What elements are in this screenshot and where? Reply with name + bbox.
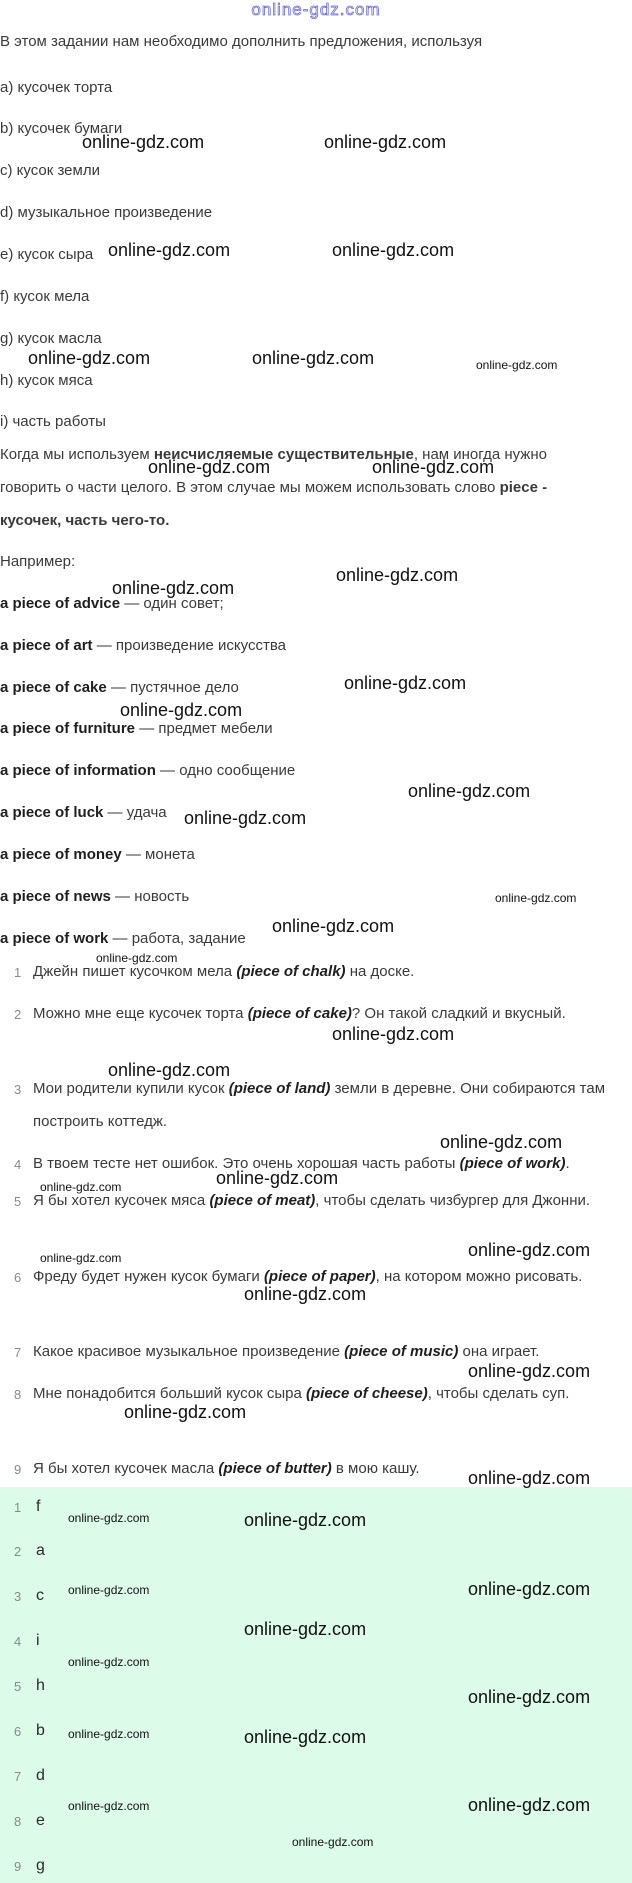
option-a: a) кусочек торта bbox=[0, 79, 113, 96]
example-item bbox=[0, 637, 286, 654]
watermark: online-gdz.com bbox=[120, 700, 243, 720]
sentence-text: В твоем тесте нет ошибок. Это очень хорошая часть работы bbox=[33, 1155, 460, 1172]
watermark: online-gdz.com bbox=[244, 1727, 367, 1747]
sentence-text: ? Он такой сладкий и вкусный. bbox=[351, 1005, 566, 1022]
watermark: online-gdz.com bbox=[216, 1168, 339, 1188]
example-item bbox=[0, 930, 246, 947]
option-g: g) кусок масла bbox=[0, 330, 102, 347]
watermark: online-gdz.com bbox=[468, 1579, 591, 1599]
watermark: online-gdz.com bbox=[272, 916, 395, 936]
watermark: online-gdz.com bbox=[495, 891, 577, 905]
answer-number: 6 bbox=[14, 1724, 22, 1739]
watermark: online-gdz.com bbox=[28, 348, 151, 368]
option-b: b) кусочек бумаги bbox=[0, 120, 123, 137]
answer-value: i bbox=[36, 1632, 40, 1649]
option-e: e) кусок сыра bbox=[0, 246, 94, 263]
example-item bbox=[0, 846, 195, 863]
watermark: online-gdz.com bbox=[68, 1799, 150, 1813]
option-i: i) часть работы bbox=[0, 413, 106, 430]
answer-value: c bbox=[36, 1587, 44, 1604]
example-en: a piece of news bbox=[0, 888, 111, 905]
explanation-text-1: Когда мы используем bbox=[0, 446, 154, 463]
sentence-text: она играет. bbox=[458, 1343, 540, 1360]
watermark: online-gdz.com bbox=[476, 358, 558, 372]
watermark: online-gdz.com bbox=[336, 565, 459, 585]
sentence-text: , чтобы сделать чизбургер для Джонни. bbox=[315, 1192, 591, 1209]
option-h: h) кусок мяса bbox=[0, 372, 93, 389]
example-ru: — работа, задание bbox=[108, 930, 246, 947]
example-en: a piece of money bbox=[0, 846, 122, 863]
example-ru: — предмет мебели bbox=[135, 720, 273, 737]
answer-number: 8 bbox=[14, 1814, 22, 1829]
sentence-phrase: (piece of cake) bbox=[247, 1005, 352, 1022]
watermark: online-gdz.com bbox=[252, 348, 375, 368]
example-item bbox=[0, 888, 189, 905]
example-en: a piece of advice bbox=[0, 595, 121, 612]
sentence-text: Можно мне еще кусочек торта bbox=[33, 1005, 248, 1022]
sentence-text: Джейн пишет кусочком мела bbox=[33, 963, 237, 980]
option-f: f) кусок мела bbox=[0, 288, 90, 305]
watermark: online-gdz.com bbox=[468, 1361, 591, 1381]
option-d: d) музыкальное произведение bbox=[0, 204, 213, 221]
watermark: online-gdz.com bbox=[68, 1655, 150, 1669]
watermark: online-gdz.com bbox=[108, 1060, 231, 1080]
sentence-text: Фреду будет нужен кусок бумаги bbox=[33, 1268, 264, 1285]
sentence-number: 8 bbox=[14, 1387, 22, 1402]
watermark: online-gdz.com bbox=[468, 1240, 591, 1260]
sentence-text: Какое красивое музыкальное произведение bbox=[33, 1343, 345, 1360]
watermark: online-gdz.com bbox=[468, 1468, 591, 1488]
watermark: online-gdz.com bbox=[68, 1583, 150, 1597]
watermark: online-gdz.com bbox=[124, 1402, 247, 1422]
answer-value: e bbox=[36, 1812, 45, 1829]
sentence-text: земли в деревне. Они собираются там построить коттедж. bbox=[33, 1080, 606, 1130]
answer-number: 2 bbox=[14, 1544, 22, 1559]
example-ru: — новость bbox=[110, 888, 190, 905]
example-heading: Например: bbox=[0, 553, 76, 570]
sentence-phrase: (piece of work) bbox=[459, 1155, 566, 1172]
sentence-text: Мне понадобится больший кусок сыра bbox=[33, 1385, 307, 1402]
example-ru: — удача bbox=[103, 804, 167, 821]
answer-number: 1 bbox=[14, 1500, 22, 1515]
watermark: online-gdz.com bbox=[40, 1251, 122, 1265]
watermark: online-gdz.com bbox=[244, 1619, 367, 1639]
sentence-number: 9 bbox=[14, 1462, 22, 1477]
sentence-text: , чтобы сделать суп. bbox=[427, 1385, 570, 1402]
sentence-item bbox=[33, 997, 618, 1030]
example-en: a piece of information bbox=[0, 762, 156, 779]
answer-value: a bbox=[36, 1542, 45, 1559]
watermark: online-gdz.com bbox=[292, 1835, 374, 1849]
example-en: a piece of art bbox=[0, 637, 93, 654]
watermark: online-gdz.com bbox=[332, 1024, 455, 1044]
sentence-number: 4 bbox=[14, 1157, 22, 1172]
example-ru: — произведение искусства bbox=[92, 637, 286, 654]
example-item bbox=[0, 804, 167, 821]
watermark: online-gdz.com bbox=[112, 578, 235, 598]
example-item bbox=[0, 679, 239, 696]
sentence-text: , на котором можно рисовать. bbox=[375, 1268, 583, 1285]
sentence-text: в мою кашу. bbox=[331, 1460, 420, 1477]
answer-value: b bbox=[36, 1722, 45, 1739]
sentence-phrase: (piece of butter) bbox=[218, 1460, 332, 1477]
example-en: a piece of work bbox=[0, 930, 109, 947]
example-ru: — пустячное дело bbox=[106, 679, 239, 696]
sentence-item bbox=[33, 1072, 618, 1138]
answer-number: 9 bbox=[14, 1859, 22, 1874]
watermark: online-gdz.com bbox=[324, 132, 447, 152]
example-item bbox=[0, 720, 273, 737]
sentence-text: . bbox=[565, 1155, 570, 1172]
watermark: online-gdz.com bbox=[68, 1727, 150, 1741]
intro-text: В этом задании нам необходимо дополнить предложения, используя bbox=[0, 33, 483, 50]
watermark: online-gdz.com bbox=[68, 1511, 150, 1525]
sentence-phrase: (piece of music) bbox=[344, 1343, 459, 1360]
watermark: online-gdz.com bbox=[372, 457, 495, 477]
watermark: online-gdz.com bbox=[332, 240, 455, 260]
watermark: online-gdz.com bbox=[96, 951, 178, 965]
watermark: online-gdz.com bbox=[344, 673, 467, 693]
explanation-paragraph bbox=[0, 438, 600, 537]
answer-value: d bbox=[36, 1767, 45, 1784]
answer-value: g bbox=[36, 1857, 45, 1874]
answer-number: 4 bbox=[14, 1634, 22, 1649]
sentence-number: 1 bbox=[14, 965, 22, 980]
sentence-phrase: (piece of paper) bbox=[263, 1268, 376, 1285]
watermark: online-gdz.com bbox=[468, 1687, 591, 1707]
watermark: online-gdz.com bbox=[244, 1510, 367, 1530]
answer-number: 3 bbox=[14, 1589, 22, 1604]
answer-value: h bbox=[36, 1677, 45, 1694]
example-en: a piece of luck bbox=[0, 804, 104, 821]
watermark: online-gdz.com bbox=[82, 132, 205, 152]
watermark: online-gdz.com bbox=[408, 781, 531, 801]
watermark: online-gdz.com bbox=[244, 1284, 367, 1304]
watermark: online-gdz.com bbox=[148, 457, 271, 477]
sentence-number: 5 bbox=[14, 1194, 22, 1209]
example-en: a piece of furniture bbox=[0, 720, 136, 737]
sentence-phrase: (piece of meat) bbox=[209, 1192, 316, 1209]
answer-value: f bbox=[36, 1498, 41, 1515]
watermark: online-gdz.com bbox=[40, 1180, 122, 1194]
example-en: a piece of cake bbox=[0, 679, 107, 696]
sentence-text: Я бы хотел кусочек мяса bbox=[33, 1192, 210, 1209]
sentence-text: Я бы хотел кусочек масла bbox=[33, 1460, 219, 1477]
explanation-text-2: , нам иногда нужно говорить о части целого. В этом случае мы можем использовать слово bbox=[0, 446, 547, 496]
sentence-text: Мои родители купили кусок bbox=[33, 1080, 229, 1097]
sentence-number: 6 bbox=[14, 1270, 22, 1285]
answer-number: 7 bbox=[14, 1769, 22, 1784]
watermark: online-gdz.com bbox=[468, 1795, 591, 1815]
sentence-phrase: (piece of cheese) bbox=[306, 1385, 428, 1402]
example-item bbox=[0, 762, 295, 779]
option-c: c) кусок земли bbox=[0, 162, 100, 179]
explanation-bold-1: неисчисляемые существительные bbox=[153, 446, 414, 463]
watermark: online-gdz.com bbox=[184, 808, 307, 828]
watermark: online-gdz.com bbox=[440, 1132, 563, 1152]
example-ru: — монета bbox=[121, 846, 195, 863]
sentence-phrase: (piece of land) bbox=[228, 1080, 331, 1097]
example-ru: — один совет; bbox=[120, 595, 224, 612]
sentence-number: 2 bbox=[14, 1007, 22, 1022]
sentence-text: на доске. bbox=[345, 963, 415, 980]
answers-panel bbox=[0, 1487, 632, 1883]
site-logo[interactable]: online-gdz.com bbox=[251, 0, 381, 19]
sentence-phrase: (piece of chalk) bbox=[236, 963, 346, 980]
explanation-bold-2: piece - кусочек, часть чего-то. bbox=[0, 479, 548, 529]
answer-number: 5 bbox=[14, 1679, 22, 1694]
sentence-number: 3 bbox=[14, 1082, 22, 1097]
example-ru: — одно сообщение bbox=[155, 762, 296, 779]
sentence-number: 7 bbox=[14, 1345, 22, 1360]
watermark: online-gdz.com bbox=[108, 240, 231, 260]
